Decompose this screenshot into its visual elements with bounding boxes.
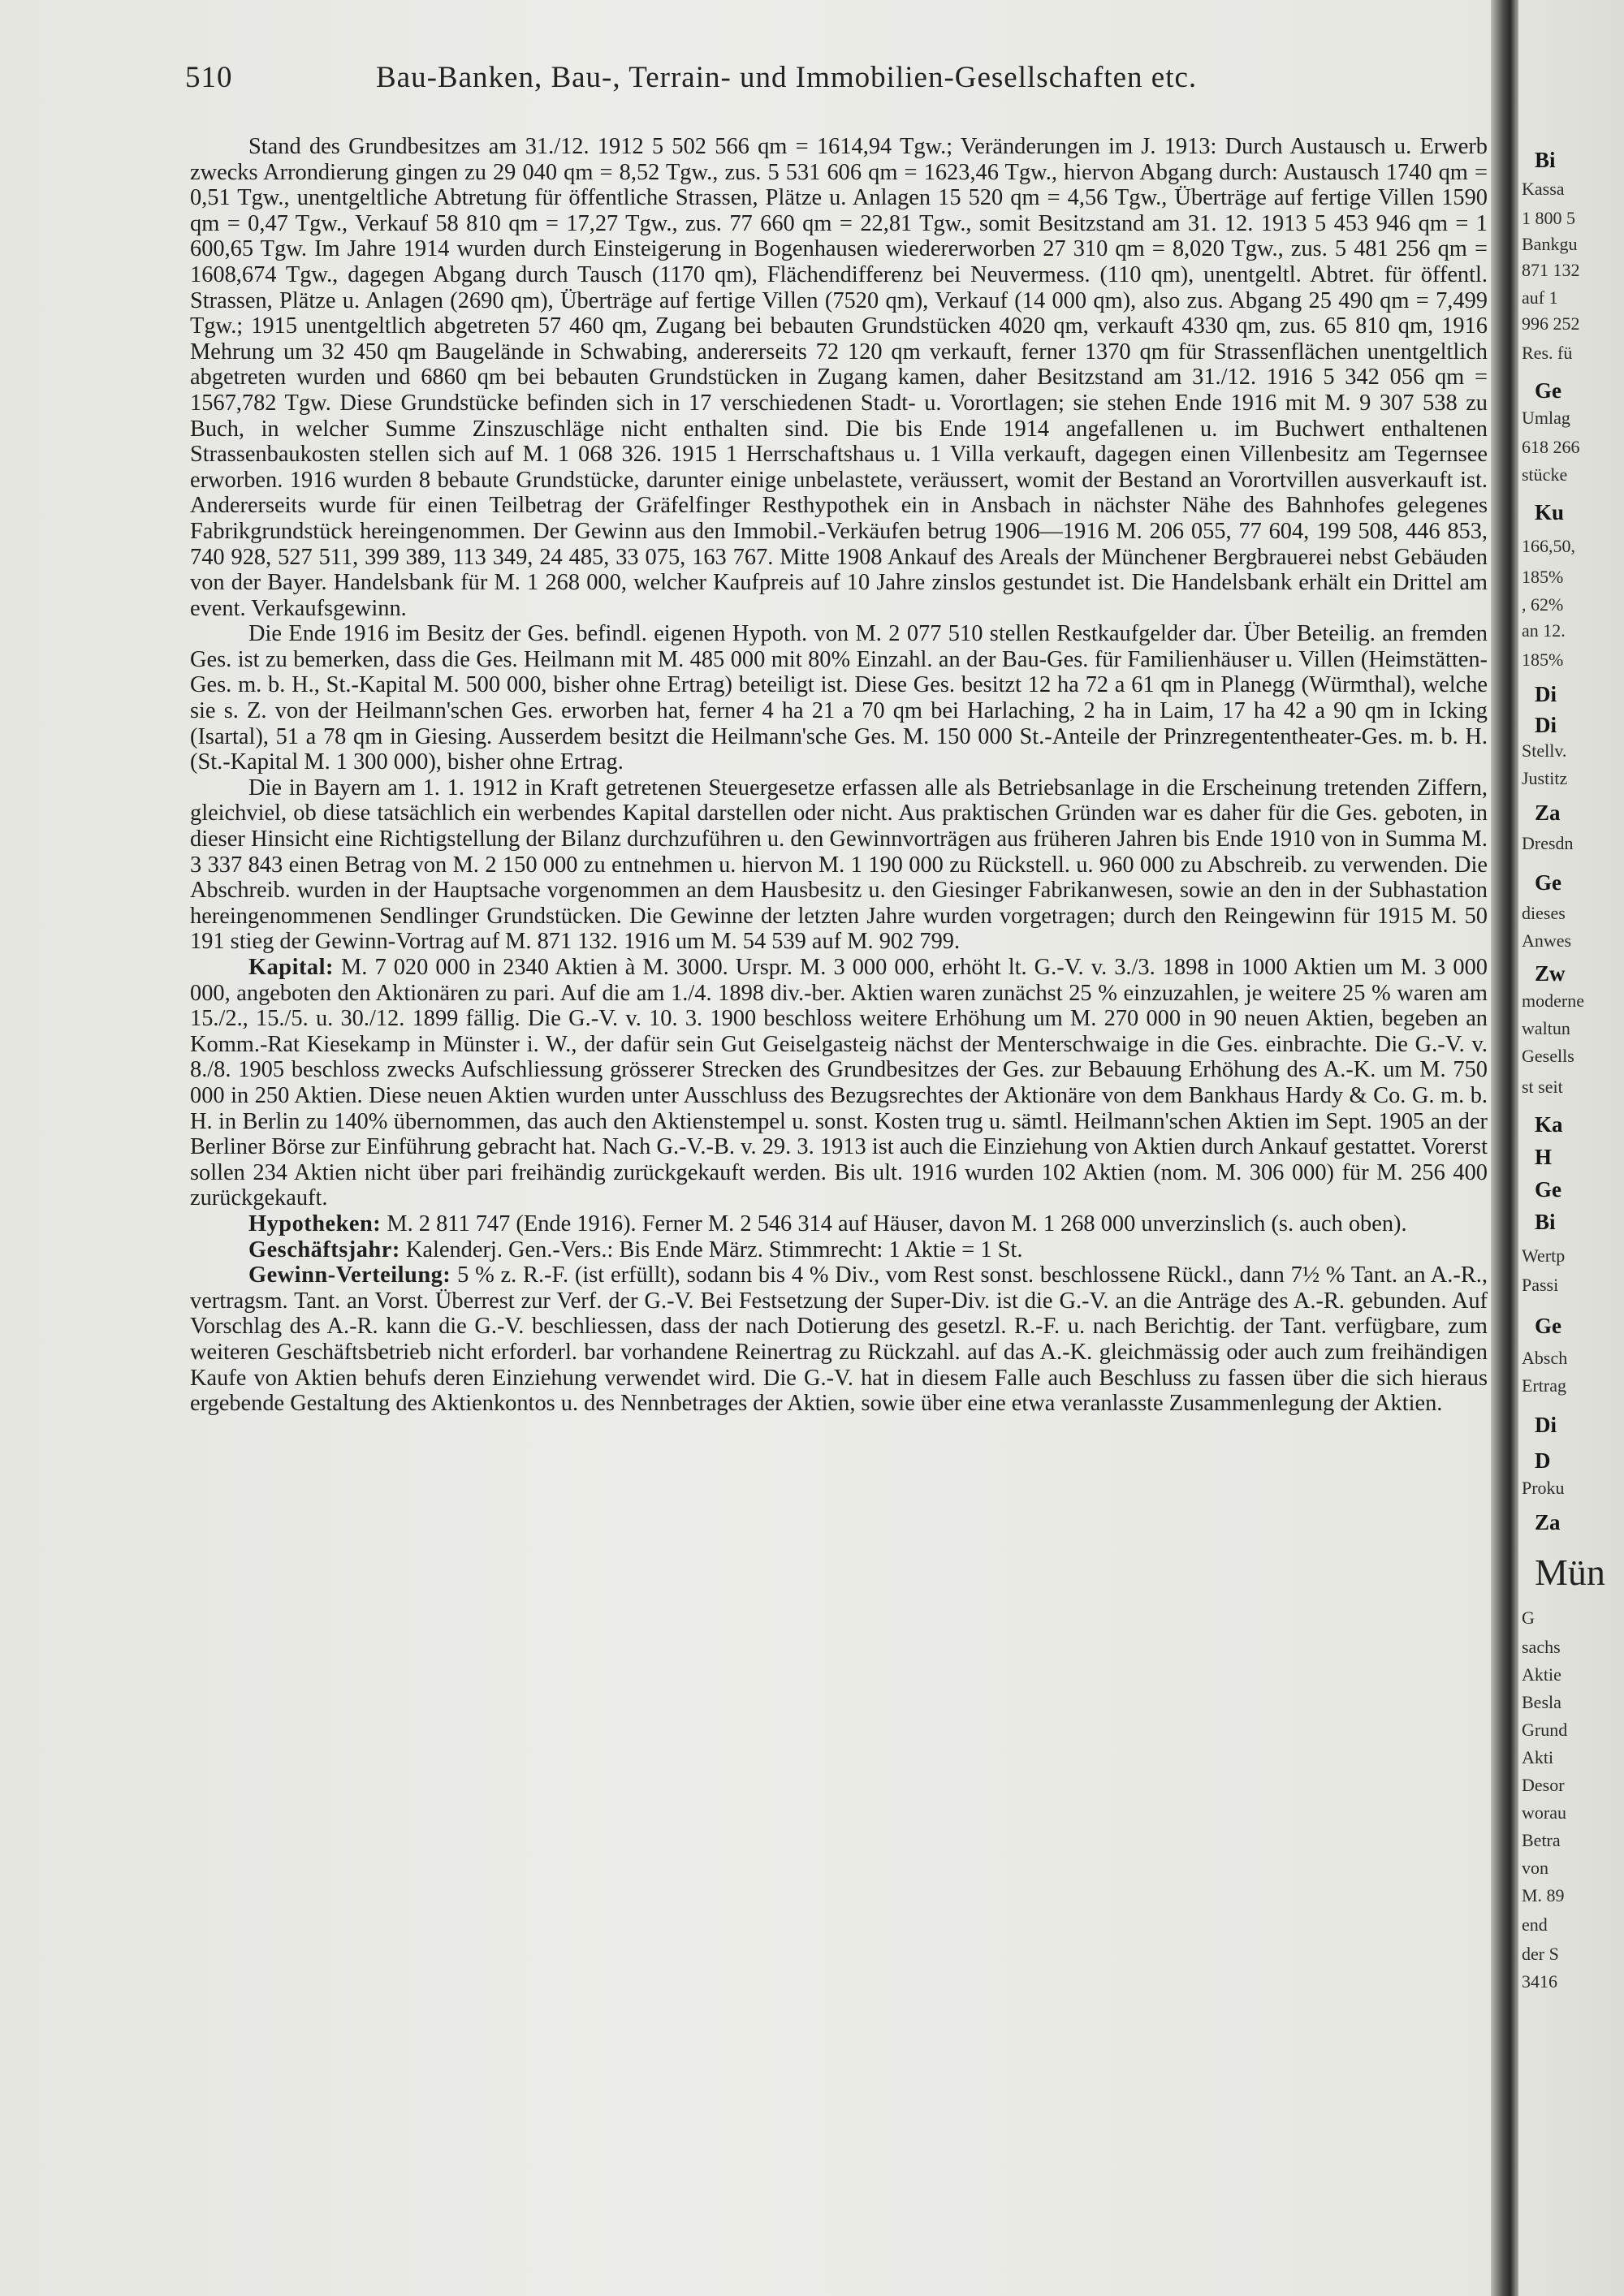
facing-page-fragment: 3416 xyxy=(1522,1971,1557,1992)
facing-page-edge xyxy=(1520,130,1624,2290)
section-label: Geschäftsjahr: xyxy=(248,1236,400,1262)
facing-page-fragment: Justitz xyxy=(1522,768,1568,788)
facing-page-fragment: auf 1 xyxy=(1522,287,1558,308)
facing-page-fragment: der S xyxy=(1522,1944,1559,1964)
facing-page-fragment: Desor xyxy=(1522,1775,1565,1795)
paragraph xyxy=(190,775,1488,955)
facing-page-fragment: Ge xyxy=(1535,378,1561,403)
facing-page-fragment: 996 252 xyxy=(1522,313,1580,334)
facing-page-fragment: Absch xyxy=(1522,1348,1568,1368)
facing-page-fragment: 166,50, xyxy=(1522,536,1575,556)
facing-page-fragment: moderne xyxy=(1522,990,1584,1011)
facing-page-fragment: M. 89 xyxy=(1522,1885,1565,1905)
facing-page-fragment: , 62% xyxy=(1522,594,1564,615)
facing-page-fragment: 871 132 xyxy=(1522,260,1580,280)
paragraph-text: Kalenderj. Gen.-Vers.: Bis Ende März. Stimmrecht: 1 Aktie = 1 St. xyxy=(405,1236,1023,1262)
facing-page-fragment: Aktie xyxy=(1522,1664,1561,1685)
facing-page-fragment: Bi xyxy=(1535,1210,1556,1234)
paragraph xyxy=(190,621,1488,775)
facing-page-fragment: st seit xyxy=(1522,1077,1563,1097)
paragraph xyxy=(190,134,1488,621)
facing-page-fragment: dieses xyxy=(1522,903,1566,923)
facing-page-fragment: 185% xyxy=(1522,567,1564,587)
facing-page-fragment: 185% xyxy=(1522,650,1564,670)
facing-page-fragment: Za xyxy=(1535,801,1561,825)
facing-page-fragment: Ka xyxy=(1535,1112,1563,1137)
page-number: 510 xyxy=(185,61,233,94)
facing-page-fragment: Ge xyxy=(1535,1314,1561,1338)
paragraph xyxy=(190,1211,1488,1237)
facing-page-fragment: Ge xyxy=(1535,1177,1561,1202)
section-label: Gewinn-Verteilung: xyxy=(248,1262,451,1288)
facing-page-fragment: 1 800 5 xyxy=(1522,208,1575,228)
facing-page-fragment: Bi xyxy=(1535,148,1556,172)
paragraph-text: 5 % z. R.-F. (ist erfüllt), sodann bis 4 % Div., vom Rest sonst. beschlossene Rückl., dann 7½ % Tant. an A.-R., vertragsm. Tant. an Vorst. Überrest zur Verf. der G.-V. Bei Festsetzung der Super-Div. ist die G.-V. an die Anträge des A.-R. gebunden. Auf Vorschlag des A.-R. kann die G.-V. beschliessen, dass der nach Dotierung des gesetzl. R.-F. u. nach Berichtig. der Tant. verfügbare, zum weiteren Geschäftsbetrieb nicht erforderl. bar vorhandene Reinertrag zu Rückzahl. auf das A.-K. gleichmässig oder auch zum freihändigen Kaufe von Aktien behufs deren Einziehung verwendet wird. Die G.-V. hat in diesem Falle auch Beschluss zu fassen über die sich hieraus ergebende Gestaltung des Aktienkontos u. des Nennbetrages der Aktien, sowie über eine etwa veranlasste Zusammenlegung der Aktien. xyxy=(190,1262,1488,1417)
facing-page-fragment: Di xyxy=(1535,713,1557,737)
facing-page-fragment: end xyxy=(1522,1914,1548,1935)
facing-page-fragment: Ertrag xyxy=(1522,1375,1566,1396)
facing-page-fragment: Gesells xyxy=(1522,1046,1574,1066)
facing-page-fragment: Kassa xyxy=(1522,179,1565,199)
facing-page-fragment: worau xyxy=(1522,1802,1566,1823)
facing-page-fragment: Passi xyxy=(1522,1275,1559,1295)
facing-page-fragment: Mün xyxy=(1535,1552,1605,1593)
facing-page-fragment: Bankgu xyxy=(1522,234,1578,254)
facing-page-fragment: Dresdn xyxy=(1522,833,1574,853)
paragraph-text: M. 7 020 000 in 2340 Aktien à M. 3000. Urspr. M. 3 000 000, erhöht lt. G.-V. v. 3./3. 1898 in 1000 Aktien um M. 3 000 000, angeboten den Aktionären zu pari. Auf die am 1./4. 1898 div.-ber. Aktien waren zunächst 25 % einzuzahlen, je weitere 25 % waren am 15./2., 15./5. u. 30./12. 1899 fällig. Die G.-V. v. 10. 3. 1900 beschloss weitere Erhöhung um M. 270 000 in 90 neuen Aktien, begeben an Komm.-Rat Kiesekamp in Münster i. W., der dafür sein Gut Geiselgasteig nächst der Menterschwaige in die Ges. einbrachte. Die G.-V. v. 8./8. 1905 beschloss zwecks Aufschliessung grösserer Strecken des Grundbesitzes der Ges. zur Bebauung Erhöhung des A.-K. um M. 750 000 in 250 Aktien. Diese neuen Aktien wurden unter Ausschluss des Bezugsrechtes der Aktionäre von dem Bankhaus Hardy & Co. G. m. b. H. in Berlin zu 140% übernommen, das auch den Aktienstempel u. sonst. Kosten trug u. sämtl. Heilmann'schen Aktien im Sept. 1905 an der Berliner Börse zur Einführung gebracht hat. Nach G.-V.-B. v. 29. 3. 1913 ist auch die Einziehung von Aktien durch Ankauf gestattet. Vorerst sollen 234 Aktien nicht über pari freihändig zurückgekauft werden. Bis ult. 1916 wurden 102 Aktien (nom. M. 306 000) für M. 256 400 zurückgekauft. xyxy=(190,955,1488,1211)
facing-page-fragment: waltun xyxy=(1522,1018,1570,1038)
main-text-column xyxy=(190,134,1488,1417)
facing-page-fragment: Zw xyxy=(1535,961,1566,986)
facing-page-fragment: Ge xyxy=(1535,870,1561,895)
facing-page-fragment: Di xyxy=(1535,1413,1557,1437)
paragraph xyxy=(190,1262,1488,1417)
facing-page-fragment: Stellv. xyxy=(1522,740,1567,761)
running-header xyxy=(185,60,1484,101)
facing-page-fragment: Proku xyxy=(1522,1478,1565,1498)
facing-page-fragment: Grund xyxy=(1522,1720,1568,1740)
facing-page-fragment: G xyxy=(1522,1608,1535,1628)
facing-page-fragment: von xyxy=(1522,1858,1548,1878)
facing-page-fragment: an 12. xyxy=(1522,620,1566,641)
facing-page-fragment: stücke xyxy=(1522,464,1568,485)
facing-page-fragment: Akti xyxy=(1522,1747,1554,1767)
paragraph-text: M. 2 811 747 (Ende 1916). Ferner M. 2 546 314 auf Häuser, davon M. 1 268 000 unverzinslich (s. auch oben). xyxy=(387,1211,1407,1236)
facing-page-fragment: sachs xyxy=(1522,1637,1561,1657)
facing-page-fragment: Umlag xyxy=(1522,408,1570,428)
facing-page-fragment: Di xyxy=(1535,682,1557,706)
paragraph-text: Die in Bayern am 1. 1. 1912 in Kraft getretenen Steuergesetze erfassen alle als Betriebsanlage in die Erscheinung tretenden Ziffern, gleichviel, ob diese tatsächlich ein werbendes Kapital darstellen oder nicht. Aus praktischen Gründen war es daher für die Ges. geboten, in dieser Hinsicht eine Richtigstellung der Bilanz durchzuführen u. den Gewinnvorträgen aus früheren Jahren bis Ende 1910 von in Summa M. 3 337 843 einen Betrag von M. 2 150 000 zu entnehmen u. hiervon M. 1 190 000 zu Rückstell. u. 960 000 zu Abschreib. zu verwenden. Die Abschreib. wurden in der Hauptsache vorgenommen an dem Hausbesitz u. den Giesinger Fabrikanwesen, sowie an den in der Subhastation hereingenommenen Sendlinger Grundstücken. Die Gewinne der letzten Jahre wurden vorgetragen; durch den Reingewinn für 1915 M. 50 191 stieg der Gewinn-Vortrag auf M. 871 132. 1916 um M. 54 539 auf M. 902 799. xyxy=(190,775,1488,955)
paragraph xyxy=(190,955,1488,1211)
facing-page-fragment: D xyxy=(1535,1448,1551,1473)
paragraph-text: Die Ende 1916 im Besitz der Ges. befindl. eigenen Hypoth. von M. 2 077 510 stellen Restkaufgelder dar. Über Beteilig. an fremden Ges. ist zu bemerken, dass die Ges. Heilmann mit M. 485 000 mit 80% Einzahl. an der Bau-Ges. für Familienhäuser u. Villen (Heimstätten-Ges. m. b. H., St.-Kapital M. 500 000, bisher ohne Ertrag) beteiligt ist. Diese Ges. besitzt 12 ha 72 a 61 qm in Planegg (Würmthal), welche sie s. Z. von der Heilmann'schen Ges. erworben hat, ferner 4 ha 21 a 70 qm bei Harlaching, 2 ha in Laim, 17 ha 42 a 90 qm in Icking (Isartal), 51 a 78 qm in Giesing. Ausserdem besitzt die Heilmann'sche Ges. M. 150 000 St.-Anteile der Prinzregententheater-Ges. m. b. H. (St.-Kapital M. 1 300 000), bisher ohne Ertrag. xyxy=(190,621,1488,775)
section-label: Hypotheken: xyxy=(248,1211,382,1236)
paragraph-text: Stand des Grundbesitzes am 31./12. 1912 5 502 566 qm = 1614,94 Tgw.; Veränderungen im J. 1913: Durch Austausch u. Erwerb zwecks Arrondierung gingen zu 29 040 qm = 8,52 Tgw., zus. 5 531 606 qm = 1623,46 Tgw., hiervon Abgang durch: Austausch 1740 qm = 0,51 Tgw., unentgeltliche Abtretung für öffentliche Strassen, Plätze u. Anlagen 15 520 qm = 4,56 Tgw., Überträge auf fertige Villen 1590 qm = 0,47 Tgw., Verkauf 58 810 qm = 17,27 Tgw., zus. 77 660 qm = 22,81 Tgw., somit Besitzstand am 31. 12. 1913 5 453 946 qm = 1 600,65 Tgw. Im Jahre 1914 wurden durch Einsteigerung in Bogenhausen wiedererworben 27 310 qm = 8,020 Tgw., zus. 5 481 256 qm = 1608,674 Tgw., dagegen Abgang durch Tausch (1170 qm), Flächendifferenz bei Neuvermess. (110 qm), unentgeltl. Abtret. für öffentl. Strassen, Plätze u. Anlagen (2690 qm), Überträge auf fertige Villen (7520 qm), Verkauf (14 000 qm), also zus. Abgang 25 490 qm = 7,499 Tgw.; 1915 unentgeltlich abgetreten 57 460 qm, Zugang bei bebauten Grundstücken 4020 qm, verkauft 4330 qm, zus. 65 810 qm, 1916 Mehrung um 32 450 qm Baugelände in Schwabing, andererseits 72 120 qm verkauft, ferner 1370 qm für Strassenflächen unentgeltlich abgetreten wurden und 6860 qm bei bebauten Grundstücken in Zugang kamen, daher Besitzstand am 31./12. 1916 5 342 056 qm = 1567,782 Tgw. Diese Grundstücke befinden sich in 17 verschiedenen Stadt- u. Vorortlagen; sie stehen Ende 1916 mit M. 9 307 538 zu Buch, in welcher Summe Zinszuschläge nicht enthalten sind. Die bis Ende 1914 angefallenen u. im Buchwert enthaltenen Strassenbaukosten stellen sich auf M. 1 068 326. 1915 1 Herrschaftshaus u. 1 Villa verkauft, dagegen einen Villenbesitz am Tegernsee erworben. 1916 wurden 8 bebaute Grundstücke, darunter einige unbelastete, veräussert, womit der Bestand an Vorortvillen ausverkauft ist. Andererseits wurde für einen Teilbetrag der Gräfelfinger Resthypothek ein in Ansbach in nächster Nähe des Bahnhofes gelegenes Fabrikgrundstück hereingenommen. Der Gewinn aus den Immobil.-Verkäufen betrug 1906—1916 M. 206 055, 77 604, 199 508, 446 853, 740 928, 527 511, 399 389, 113 349, 24 485, 33 075, 163 767. Mitte 1908 Ankauf des Areals der Münchener Bergbrauerei nebst Gebäuden von der Bayer. Handelsbank für M. 1 268 000, welcher Kaufpreis auf 10 Jahre zinslos gestundet ist. Die Handelsbank erhält ein Drittel am event. Verkaufsgewinn. xyxy=(190,134,1488,621)
running-title: Bau-Banken, Bau-, Terrain- und Immobilien-Gesellschaften etc. xyxy=(376,61,1198,94)
facing-page-fragment: Anwes xyxy=(1522,930,1572,951)
facing-page-fragment: Besla xyxy=(1522,1692,1561,1712)
facing-page-fragment: Res. fü xyxy=(1522,343,1573,363)
facing-page-fragment: Wertp xyxy=(1522,1245,1566,1266)
page-gutter-shadow xyxy=(1491,0,1518,2296)
facing-page-fragment: Ku xyxy=(1535,500,1565,524)
facing-page-fragment: Betra xyxy=(1522,1830,1561,1850)
paragraph xyxy=(190,1237,1488,1263)
facing-page-fragment: Za xyxy=(1535,1510,1561,1534)
facing-page-fragment: H xyxy=(1535,1145,1553,1169)
section-label: Kapital: xyxy=(248,955,334,980)
facing-page-fragment: 618 266 xyxy=(1522,437,1580,457)
